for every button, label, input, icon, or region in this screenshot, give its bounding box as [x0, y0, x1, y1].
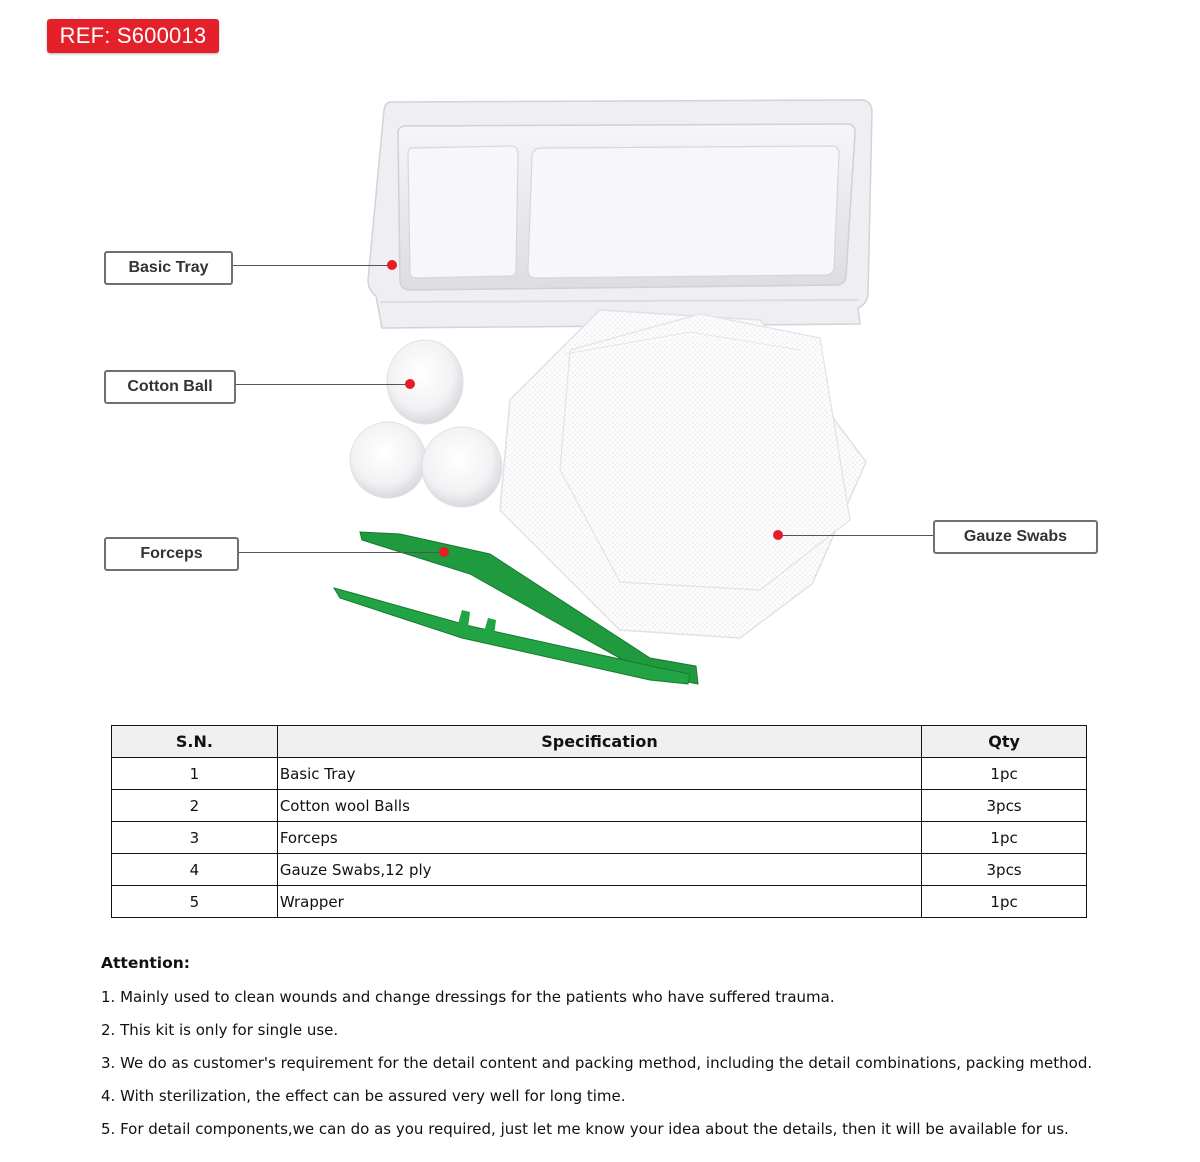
- cell-qty: 3pcs: [922, 854, 1087, 886]
- attention-item: 2. This kit is only for single use.: [101, 1021, 339, 1039]
- basic-tray-image: [368, 100, 872, 328]
- cell-sn: 1: [112, 758, 278, 790]
- ref-badge: REF: S600013: [47, 19, 219, 53]
- label-basic-tray: [104, 251, 233, 285]
- specification-table: [111, 725, 1087, 918]
- attention-item: 1. Mainly used to clean wounds and change dressings for the patients who have suffered trauma.: [101, 988, 835, 1006]
- cell-qty: 1pc: [922, 822, 1087, 854]
- header-specification: Specification: [277, 726, 921, 758]
- label-gauze-swabs-text: Gauze Swabs: [963, 528, 1068, 545]
- header-qty: Qty: [922, 726, 1087, 758]
- connector-cotton-ball: [236, 384, 410, 385]
- cell-sn: 4: [112, 854, 278, 886]
- label-forceps-text: Forceps: [140, 545, 203, 562]
- marker-cotton-ball: [405, 379, 415, 389]
- label-forceps: [104, 537, 239, 571]
- attention-title: Attention:: [101, 954, 190, 972]
- cotton-balls-image: [350, 340, 502, 507]
- connector-forceps: [239, 552, 444, 553]
- cell-qty: 3pcs: [922, 790, 1087, 822]
- marker-gauze-swabs: [773, 530, 783, 540]
- cell-sn: 5: [112, 886, 278, 918]
- connector-gauze-swabs: [778, 535, 933, 536]
- gauze-swabs-image: [500, 310, 866, 638]
- attention-item: 3. We do as customer's requirement for the detail content and packing method, including the detail combinations, packing method.: [101, 1054, 1093, 1072]
- product-illustration: [0, 70, 1200, 710]
- cell-sn: 3: [112, 822, 278, 854]
- table-row: [112, 822, 1087, 854]
- cell-qty: 1pc: [922, 886, 1087, 918]
- cell-spec: Gauze Swabs,12 ply: [277, 854, 921, 886]
- attention-section: [101, 954, 1092, 1148]
- label-basic-tray-text: Basic Tray: [128, 259, 209, 276]
- connector-basic-tray: [233, 265, 392, 266]
- table-row: [112, 854, 1087, 886]
- attention-item: 4. With sterilization, the effect can be assured very well for long time.: [101, 1087, 626, 1105]
- label-cotton-ball-text: Cotton Ball: [127, 378, 213, 395]
- table-header-row: [112, 726, 1087, 758]
- table-row: [112, 790, 1087, 822]
- cell-spec: Wrapper: [277, 886, 921, 918]
- label-cotton-ball: [104, 370, 236, 404]
- table-row: [112, 758, 1087, 790]
- label-gauze-swabs: [933, 520, 1098, 554]
- table-row: [112, 886, 1087, 918]
- marker-forceps: [439, 547, 449, 557]
- marker-basic-tray: [387, 260, 397, 270]
- cell-spec: Basic Tray: [277, 758, 921, 790]
- cell-spec: Cotton wool Balls: [277, 790, 921, 822]
- cell-spec: Forceps: [277, 822, 921, 854]
- attention-item: 5. For detail components,we can do as you required, just let me know your idea about the details, then it will be available for us.: [101, 1120, 1069, 1138]
- cell-qty: 1pc: [922, 758, 1087, 790]
- header-sn: S.N.: [112, 726, 278, 758]
- cell-sn: 2: [112, 790, 278, 822]
